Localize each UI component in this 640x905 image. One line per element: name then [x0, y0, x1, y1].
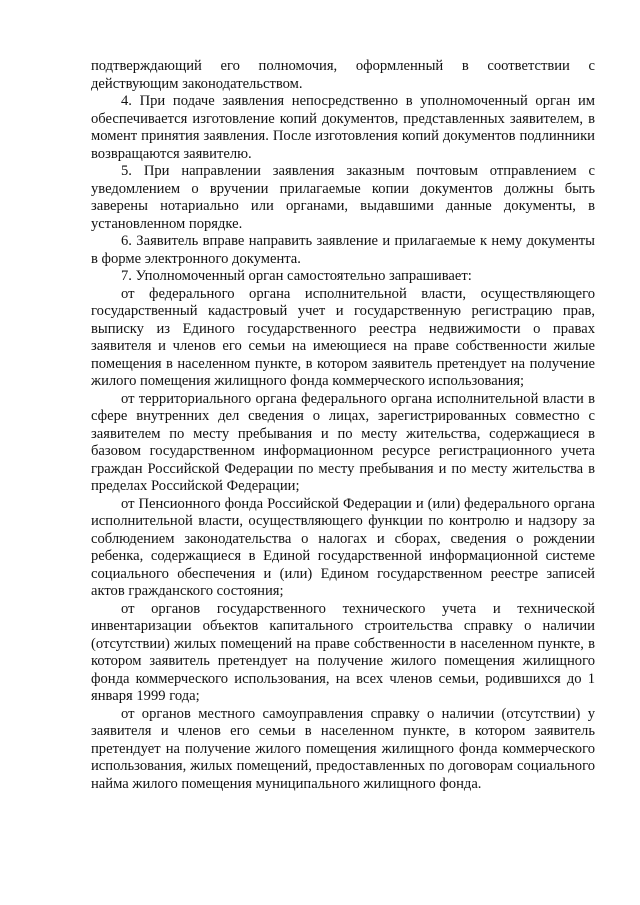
paragraph-internal-affairs: от территориального органа федерального органа исполнительной власти в сфере внутренних дел сведения о лицах, зарегистрированных совместно с заявителем по месту пребывания и по месту жительства, содержащиеся в базовом государственном информационном ресурсе регистрационного учета граждан Российской Федерации по месту пребывания и по месту жительства в пределах Российской Федерации;: [91, 390, 595, 494]
paragraph-continuation: подтверждающий его полномочия, оформленный в соответствии с действующим законодательством.: [91, 58, 595, 92]
paragraph-item-6: 6. Заявитель вправе направить заявление и прилагаемые к нему документы в форме электронного документа.: [91, 233, 595, 267]
paragraph-local-government: от органов местного самоуправления справку о наличии (отсутствии) у заявителя и членов его семьи в населенном пункте, в котором заявитель претендует на получение жилого помещения жилищного фонда коммерческого использования, жилых помещений, предоставленных по договорам социального найма жилого помещения муниципального жилищного фонда.: [91, 705, 595, 792]
paragraph-item-5: 5. При направлении заявления заказным почтовым отправлением с уведомлением о вручении прилагаемые копии документов должны быть заверены нотариально или органами, выдавшими данные документы, в установленном порядке.: [91, 163, 595, 232]
paragraph-item-7: 7. Уполномоченный орган самостоятельно запрашивает:: [121, 268, 472, 284]
paragraph-pension-fund: от Пенсионного фонда Российской Федерации и (или) федерального органа исполнительной власти, осуществляющего функции по контролю и надзору за соблюдением законодательства о налогах и сборах, сведения о рождении ребенка, содержащиеся в Единой государственной информационной системе социального обеспечения и (или) Едином государственном реестре записей актов гражданского состояния;: [91, 495, 595, 599]
paragraph-technical-inventory: от органов государственного технического учета и технической инвентаризации объектов капитального строительства справку о наличии (отсутствии) жилых помещений на праве собственности в населенном пункте, в котором заявитель претендует на получение жилого помещения жилищного фонда коммерческого использования, на всех членов семьи, родившихся до 1 января 1999 года;: [91, 600, 595, 704]
paragraph-item-4: 4. При подаче заявления непосредственно в уполномоченный орган им обеспечивается изготовление копий документов, представленных заявителем, в момент принятия заявления. После изготовления копий документов подлинники возвращаются заявителю.: [91, 93, 595, 162]
paragraph-federal-registry: от федерального органа исполнительной власти, осуществляющего государственный кадастровый учет и государственную регистрацию прав, выписку из Единого государственного реестра недвижимости о правах заявителя и членов его семьи на имеющиеся на праве собственности жилые помещения в населенном пункте, в котором заявитель претендует на получение жилого помещения жилищного фонда коммерческого использования;: [91, 285, 595, 389]
